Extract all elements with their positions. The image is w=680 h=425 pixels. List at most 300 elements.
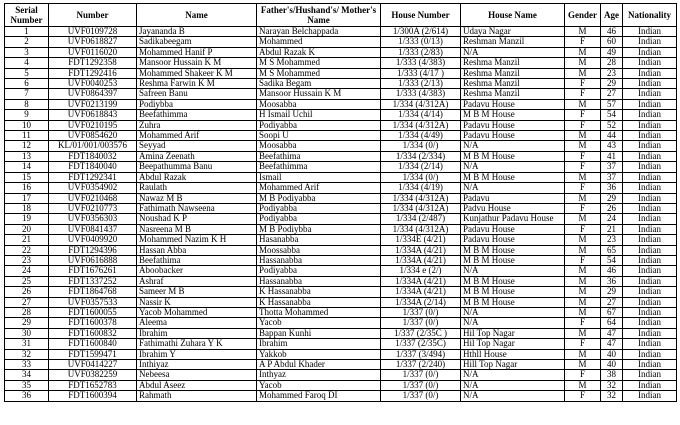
cell-name: Ashraf — [137, 276, 257, 286]
cell-age: 26 — [601, 203, 623, 213]
cell-gender: M — [565, 27, 601, 37]
cell-number: UVF0210773 — [49, 203, 137, 213]
cell-gender: M — [565, 287, 601, 297]
cell-nationality: Indian — [623, 151, 677, 161]
table-row — [5, 89, 677, 99]
cell-nationality: Indian — [623, 360, 677, 370]
cell-house-name: N/A — [461, 141, 565, 151]
cell-gender: F — [565, 255, 601, 265]
table-row — [5, 339, 677, 349]
cell-number: UVF0841437 — [49, 224, 137, 234]
cell-house-name: Hill Top Nagar — [461, 360, 565, 370]
cell-age: 40 — [601, 360, 623, 370]
cell-name: Sadikabeegam — [137, 37, 257, 47]
cell-number: FDT1600394 — [49, 391, 137, 401]
cell-number: FDT1652783 — [49, 380, 137, 390]
cell-relative-name: Ibrahim — [257, 339, 381, 349]
cell-number: FDT1292358 — [49, 58, 137, 68]
cell-serial-number: 22 — [5, 245, 49, 255]
cell-serial-number: 27 — [5, 297, 49, 307]
cell-number: UVF0864397 — [49, 89, 137, 99]
cell-number: FDT1294396 — [49, 245, 137, 255]
cell-serial-number: 21 — [5, 235, 49, 245]
cell-number: FDT1676261 — [49, 266, 137, 276]
cell-house-number: 1/334 (2/487) — [381, 214, 461, 224]
cell-house-number: 1/334 (0/) — [381, 141, 461, 151]
cell-serial-number: 6 — [5, 79, 49, 89]
cell-nationality: Indian — [623, 79, 677, 89]
cell-house-name: M B M House — [461, 151, 565, 161]
cell-house-name: Padavu — [461, 193, 565, 203]
cell-nationality: Indian — [623, 297, 677, 307]
cell-house-number: 1/337 (2/35C ) — [381, 328, 461, 338]
table-row — [5, 183, 677, 193]
cell-serial-number: 7 — [5, 89, 49, 99]
cell-number: UVF0854620 — [49, 131, 137, 141]
table-row — [5, 68, 677, 78]
cell-name: Nasreena M B — [137, 224, 257, 234]
table-header — [5, 4, 677, 27]
cell-nationality: Indian — [623, 89, 677, 99]
cell-relative-name: Podiyabba — [257, 203, 381, 213]
cell-relative-name: M B Podiybba — [257, 224, 381, 234]
cell-house-number: 1/334 (4/312A) — [381, 224, 461, 234]
cell-nationality: Indian — [623, 193, 677, 203]
cell-gender: M — [565, 99, 601, 109]
cell-age: 47 — [601, 328, 623, 338]
cell-nationality: Indian — [623, 120, 677, 130]
cell-gender: F — [565, 339, 601, 349]
cell-relative-name: M B Podiyabba — [257, 193, 381, 203]
cell-relative-name: Bappan Kunhi — [257, 328, 381, 338]
cell-relative-name: Beefathimma — [257, 162, 381, 172]
header-age: Age — [601, 4, 623, 27]
table-row — [5, 151, 677, 161]
cell-name: Abdul Aseez — [137, 380, 257, 390]
cell-number: UVF0409920 — [49, 235, 137, 245]
cell-serial-number: 16 — [5, 183, 49, 193]
cell-serial-number: 5 — [5, 68, 49, 78]
cell-house-number: 1/337 (0/) — [381, 307, 461, 317]
cell-house-name: Padavu House — [461, 235, 565, 245]
cell-gender: F — [565, 318, 601, 328]
cell-house-number: 1/337 (0/) — [381, 391, 461, 401]
cell-name: Reshma Farwin K M — [137, 79, 257, 89]
cell-number: FDT1292341 — [49, 172, 137, 182]
cell-name: Yacob Mohammed — [137, 307, 257, 317]
cell-age: 21 — [601, 224, 623, 234]
cell-house-number: 1/334 (4/14) — [381, 110, 461, 120]
cell-number: FDT1599471 — [49, 349, 137, 359]
cell-house-number: 1/334 (0/) — [381, 172, 461, 182]
table-row — [5, 255, 677, 265]
cell-nationality: Indian — [623, 287, 677, 297]
cell-age: 23 — [601, 68, 623, 78]
cell-name: Inthiyaz — [137, 360, 257, 370]
header-house-number: House Number — [381, 4, 461, 27]
cell-house-name: N/A — [461, 370, 565, 380]
cell-age: 57 — [601, 99, 623, 109]
cell-gender: M — [565, 141, 601, 151]
cell-name: Seyyad — [137, 141, 257, 151]
cell-name: Beefathimma — [137, 110, 257, 120]
cell-serial-number: 4 — [5, 58, 49, 68]
cell-house-number: 1/337 (0/) — [381, 380, 461, 390]
cell-name: Jayananda B — [137, 27, 257, 37]
cell-nationality: Indian — [623, 47, 677, 57]
cell-number: FDT1337252 — [49, 276, 137, 286]
header-serial-number: Serial Number — [5, 4, 49, 27]
cell-number: UVF0356303 — [49, 214, 137, 224]
cell-gender: F — [565, 162, 601, 172]
cell-gender: M — [565, 58, 601, 68]
table-body — [5, 27, 677, 402]
cell-house-name: Hil Top Nagar — [461, 339, 565, 349]
cell-house-name: N/A — [461, 47, 565, 57]
cell-gender: M — [565, 276, 601, 286]
cell-relative-name: Moosabba — [257, 141, 381, 151]
cell-house-name: M B M House — [461, 297, 565, 307]
cell-house-name: M B M House — [461, 110, 565, 120]
cell-name: Aboobacker — [137, 266, 257, 276]
cell-house-number: 1/333 (4/17 ) — [381, 68, 461, 78]
cell-house-number: 1/333 (0/13) — [381, 37, 461, 47]
cell-age: 54 — [601, 110, 623, 120]
cell-relative-name: Hasanabba — [257, 235, 381, 245]
cell-house-name: Udaya Nagar — [461, 27, 565, 37]
cell-house-number: 1/300A (2/614) — [381, 27, 461, 37]
cell-house-name: Padavu House — [461, 99, 565, 109]
cell-number: FDT1600840 — [49, 339, 137, 349]
cell-number: UVF0354902 — [49, 183, 137, 193]
cell-relative-name: Hassanabba — [257, 255, 381, 265]
cell-age: 27 — [601, 89, 623, 99]
cell-house-name: Padavu House — [461, 120, 565, 130]
cell-name: Nebeesa — [137, 370, 257, 380]
cell-relative-name: Hassanabba — [257, 276, 381, 286]
cell-name: Fathimathi Zuhara Y K — [137, 339, 257, 349]
header-name: Name — [137, 4, 257, 27]
cell-number: UVF0213199 — [49, 99, 137, 109]
cell-age: 44 — [601, 131, 623, 141]
cell-gender: M — [565, 328, 601, 338]
cell-gender: M — [565, 297, 601, 307]
cell-serial-number: 29 — [5, 318, 49, 328]
cell-nationality: Indian — [623, 131, 677, 141]
cell-nationality: Indian — [623, 214, 677, 224]
cell-gender: M — [565, 193, 601, 203]
cell-serial-number: 18 — [5, 203, 49, 213]
cell-name: Mohammed Hanif P — [137, 47, 257, 57]
cell-relative-name: M S Mohammed — [257, 68, 381, 78]
cell-relative-name: Yacob — [257, 318, 381, 328]
cell-name: Podiybba — [137, 99, 257, 109]
cell-age: 43 — [601, 141, 623, 151]
cell-nationality: Indian — [623, 183, 677, 193]
cell-house-name: N/A — [461, 318, 565, 328]
table-row — [5, 235, 677, 245]
cell-name: Mohammed Arif — [137, 131, 257, 141]
cell-nationality: Indian — [623, 27, 677, 37]
cell-gender: M — [565, 214, 601, 224]
cell-nationality: Indian — [623, 255, 677, 265]
cell-name: Fathimath Nawseena — [137, 203, 257, 213]
cell-relative-name: Soopi U — [257, 131, 381, 141]
cell-house-number: 1/337 (3/494) — [381, 349, 461, 359]
cell-nationality: Indian — [623, 235, 677, 245]
cell-name: Mansoor Hussain K M — [137, 58, 257, 68]
table-row — [5, 193, 677, 203]
table-row — [5, 307, 677, 317]
cell-gender: F — [565, 224, 601, 234]
cell-name: Raulath — [137, 183, 257, 193]
cell-serial-number: 8 — [5, 99, 49, 109]
cell-name: Hassan Abba — [137, 245, 257, 255]
table-row — [5, 266, 677, 276]
cell-gender: F — [565, 370, 601, 380]
cell-serial-number: 11 — [5, 131, 49, 141]
table-row — [5, 58, 677, 68]
cell-relative-name: Moosabba — [257, 99, 381, 109]
cell-age: 36 — [601, 183, 623, 193]
cell-house-name: N/A — [461, 183, 565, 193]
cell-number: UVF0210468 — [49, 193, 137, 203]
cell-relative-name: Moossabba — [257, 245, 381, 255]
cell-relative-name: Yacob — [257, 380, 381, 390]
cell-nationality: Indian — [623, 37, 677, 47]
header-nationality: Nationality — [623, 4, 677, 27]
cell-name: Rahmath — [137, 391, 257, 401]
cell-relative-name: Podiyabba — [257, 120, 381, 130]
cell-gender: M — [565, 266, 601, 276]
table-row — [5, 203, 677, 213]
cell-serial-number: 34 — [5, 370, 49, 380]
cell-serial-number: 36 — [5, 391, 49, 401]
cell-name: Beefathima — [137, 255, 257, 265]
cell-number: UVF0382259 — [49, 370, 137, 380]
cell-age: 52 — [601, 120, 623, 130]
cell-nationality: Indian — [623, 245, 677, 255]
table-row — [5, 131, 677, 141]
cell-nationality: Indian — [623, 370, 677, 380]
cell-serial-number: 2 — [5, 37, 49, 47]
table-row — [5, 47, 677, 57]
cell-relative-name: Mohammed — [257, 37, 381, 47]
cell-house-number: 1/334 (2/14) — [381, 162, 461, 172]
table-row — [5, 328, 677, 338]
cell-house-name: N/A — [461, 266, 565, 276]
cell-serial-number: 14 — [5, 162, 49, 172]
cell-house-number: 1/334 (4/312A) — [381, 193, 461, 203]
cell-house-number: 1/337 (0/) — [381, 318, 461, 328]
cell-relative-name: Mansoor Hussain K M — [257, 89, 381, 99]
cell-gender: F — [565, 110, 601, 120]
cell-nationality: Indian — [623, 141, 677, 151]
table-row — [5, 297, 677, 307]
cell-age: 65 — [601, 245, 623, 255]
cell-relative-name: Podiyabba — [257, 214, 381, 224]
cell-gender: M — [565, 307, 601, 317]
cell-house-number: 1/337 (2/240) — [381, 360, 461, 370]
table-row — [5, 37, 677, 47]
table-row — [5, 99, 677, 109]
cell-age: 49 — [601, 47, 623, 57]
cell-name: Nawaz M B — [137, 193, 257, 203]
cell-number: FDT1600832 — [49, 328, 137, 338]
cell-house-name: M B M House — [461, 255, 565, 265]
cell-house-name: Reshma Manzil — [461, 79, 565, 89]
cell-gender: M — [565, 47, 601, 57]
cell-age: 54 — [601, 255, 623, 265]
cell-relative-name: Inthyaz — [257, 370, 381, 380]
cell-serial-number: 10 — [5, 120, 49, 130]
header-relative-name: Father's/Hushand's/ Mother's Name — [257, 4, 381, 27]
cell-relative-name: Mohammed Arif — [257, 183, 381, 193]
cell-house-name: M B M House — [461, 245, 565, 255]
cell-house-name: N/A — [461, 391, 565, 401]
cell-age: 46 — [601, 27, 623, 37]
cell-house-number: 1/333 (2/83) — [381, 47, 461, 57]
table-row — [5, 276, 677, 286]
cell-house-number: 1/334A (4/21) — [381, 276, 461, 286]
cell-gender: F — [565, 79, 601, 89]
cell-relative-name: K Hassanabba — [257, 287, 381, 297]
cell-nationality: Indian — [623, 307, 677, 317]
cell-age: 67 — [601, 307, 623, 317]
table-row — [5, 141, 677, 151]
cell-nationality: Indian — [623, 162, 677, 172]
cell-age: 28 — [601, 58, 623, 68]
cell-relative-name: A P Abdul Khader — [257, 360, 381, 370]
cell-name: Ibrahim Y — [137, 349, 257, 359]
cell-nationality: Indian — [623, 172, 677, 182]
header-row — [5, 4, 677, 27]
cell-number: FDT1864768 — [49, 287, 137, 297]
cell-serial-number: 31 — [5, 339, 49, 349]
cell-house-name: M B M House — [461, 276, 565, 286]
cell-serial-number: 32 — [5, 349, 49, 359]
cell-age: 32 — [601, 380, 623, 390]
cell-number: UVF0109728 — [49, 27, 137, 37]
cell-gender: F — [565, 391, 601, 401]
cell-name: Noushad K P — [137, 214, 257, 224]
cell-age: 29 — [601, 287, 623, 297]
cell-number: UVF0616888 — [49, 255, 137, 265]
cell-gender: M — [565, 172, 601, 182]
cell-nationality: Indian — [623, 266, 677, 276]
header-number: Number — [49, 4, 137, 27]
cell-house-number: 1/337 (0/) — [381, 370, 461, 380]
cell-age: 24 — [601, 214, 623, 224]
cell-age: 64 — [601, 318, 623, 328]
cell-house-number: 1/334 e (2/) — [381, 266, 461, 276]
cell-age: 46 — [601, 266, 623, 276]
cell-nationality: Indian — [623, 110, 677, 120]
cell-house-name: Padvu House — [461, 203, 565, 213]
cell-age: 29 — [601, 193, 623, 203]
cell-age: 41 — [601, 151, 623, 161]
cell-house-number: 1/334A (4/21) — [381, 255, 461, 265]
cell-serial-number: 23 — [5, 255, 49, 265]
cell-gender: F — [565, 183, 601, 193]
cell-serial-number: 3 — [5, 47, 49, 57]
cell-nationality: Indian — [623, 68, 677, 78]
cell-house-name: M B M House — [461, 287, 565, 297]
cell-house-number: 1/334A (2/14) — [381, 297, 461, 307]
cell-nationality: Indian — [623, 380, 677, 390]
cell-gender: F — [565, 89, 601, 99]
table-row — [5, 318, 677, 328]
cell-number: FDT1292416 — [49, 68, 137, 78]
cell-relative-name: Mohammed Faroq DI — [257, 391, 381, 401]
cell-age: 23 — [601, 235, 623, 245]
cell-name: Zuhra — [137, 120, 257, 130]
cell-house-name: Reshma Manzil — [461, 89, 565, 99]
cell-house-name: N/A — [461, 162, 565, 172]
cell-serial-number: 26 — [5, 287, 49, 297]
cell-house-name: Hthll House — [461, 349, 565, 359]
cell-house-name: Reshma Manzil — [461, 68, 565, 78]
cell-name: Beepathumma Banu — [137, 162, 257, 172]
cell-house-name: N/A — [461, 380, 565, 390]
table-row — [5, 214, 677, 224]
table-row — [5, 172, 677, 182]
header-house-name: House Name — [461, 4, 565, 27]
table-row — [5, 380, 677, 390]
cell-gender: M — [565, 131, 601, 141]
cell-house-name: Kunjathur Padavu House — [461, 214, 565, 224]
cell-number: UVF0040253 — [49, 79, 137, 89]
cell-nationality: Indian — [623, 318, 677, 328]
cell-number: FDT1600378 — [49, 318, 137, 328]
cell-nationality: Indian — [623, 224, 677, 234]
cell-name: Sameer M B — [137, 287, 257, 297]
cell-gender: F — [565, 151, 601, 161]
cell-age: 36 — [601, 276, 623, 286]
cell-relative-name: Beefathima — [257, 151, 381, 161]
cell-serial-number: 33 — [5, 360, 49, 370]
cell-house-number: 1/334E (4/21) — [381, 235, 461, 245]
cell-house-number: 1/333 (4/383) — [381, 89, 461, 99]
cell-number: UVF0618843 — [49, 110, 137, 120]
cell-age: 38 — [601, 370, 623, 380]
table-row — [5, 120, 677, 130]
cell-relative-name: Abdul Razak K — [257, 47, 381, 57]
cell-serial-number: 30 — [5, 328, 49, 338]
cell-nationality: Indian — [623, 203, 677, 213]
cell-relative-name: Podiyabba — [257, 266, 381, 276]
cell-house-name: N/A — [461, 307, 565, 317]
cell-age: 27 — [601, 297, 623, 307]
cell-name: Aleema — [137, 318, 257, 328]
cell-house-name: Padavu House — [461, 224, 565, 234]
cell-gender: F — [565, 120, 601, 130]
cell-name: Nassir K — [137, 297, 257, 307]
cell-age: 37 — [601, 172, 623, 182]
cell-serial-number: 12 — [5, 141, 49, 151]
cell-relative-name: Ismail — [257, 172, 381, 182]
table-row — [5, 27, 677, 37]
cell-relative-name: H Ismail Uchil — [257, 110, 381, 120]
cell-number: FDT1840040 — [49, 162, 137, 172]
cell-nationality: Indian — [623, 58, 677, 68]
cell-gender: M — [565, 360, 601, 370]
table-row — [5, 391, 677, 401]
cell-house-number: 1/334 (2/334) — [381, 151, 461, 161]
cell-gender: M — [565, 380, 601, 390]
table-row — [5, 79, 677, 89]
cell-serial-number: 13 — [5, 151, 49, 161]
